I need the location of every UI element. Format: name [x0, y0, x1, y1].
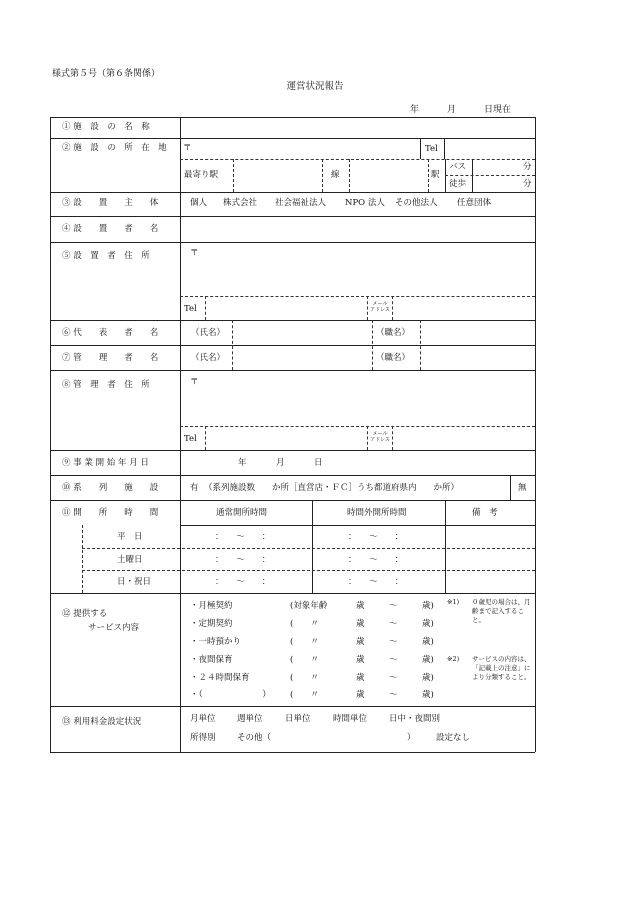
service-age-caption: ( 〃: [290, 619, 319, 629]
note1-mark: ※1): [447, 598, 460, 606]
service-other[interactable]: ・（ ）: [190, 690, 271, 700]
service-temporary[interactable]: ・一時預かり: [190, 637, 242, 647]
representative-name-caption: （氏名）: [191, 328, 226, 338]
walk-minutes-unit: 分: [523, 179, 532, 189]
manager-title-field[interactable]: [421, 346, 534, 369]
postal-mark: 〒: [183, 143, 192, 153]
manager-email-field[interactable]: [393, 427, 534, 449]
representative-title-field[interactable]: [421, 321, 534, 344]
bus-minutes-unit: 分: [523, 162, 532, 172]
founder-name-field[interactable]: [181, 217, 534, 241]
saturday-regular-time[interactable]: ： 〜 ：: [215, 555, 271, 565]
opening-hours-label: ⑪ 開 所 時 間: [62, 508, 159, 518]
service-age-tilde: 〜: [389, 655, 398, 665]
service-age-from-unit: 歳: [356, 619, 365, 629]
entity-option-voluntary[interactable]: 任意団体: [457, 198, 492, 208]
fee-option-daily[interactable]: 日単位: [285, 714, 311, 724]
service-fixed-term[interactable]: ・定期契約: [190, 619, 233, 629]
founder-postal-mark: 〒: [190, 248, 199, 258]
fee-other-close-paren: ）: [407, 733, 416, 743]
fee-setting-label: ⑬ 利用料金設定状況: [62, 717, 142, 727]
service-age-caption: (対象年齢: [290, 601, 328, 611]
note2-text: サービスの内容は、「記載上の注意」により分類すること。: [472, 655, 531, 681]
start-year-unit: 年: [238, 458, 247, 468]
tel-label: Tel: [425, 144, 438, 154]
weekday-regular-time[interactable]: ： 〜 ：: [215, 532, 271, 542]
establishing-entity-label: ③ 設 置 主 体: [62, 198, 159, 208]
service-age-to-unit: 歳): [422, 690, 434, 700]
service-age-tilde: 〜: [389, 637, 398, 647]
manager-address-label: ⑧ 管 理 者 住 所: [62, 380, 150, 390]
facility-tel-field[interactable]: [446, 139, 534, 158]
facility-address-label: ② 施 設 の 所 在 地: [62, 143, 167, 153]
mail-label-line1: メール: [372, 431, 388, 437]
service-age-from-unit: 歳: [356, 673, 365, 683]
service-age-from-unit: 歳: [356, 637, 365, 647]
founder-address-label: ⑤ 設 置 者 住 所: [62, 251, 150, 261]
service-night[interactable]: ・夜間保育: [190, 655, 233, 665]
affiliated-detail: （系列施設数 か所［直営店・ＦＣ］うち都道府県内 か所）: [204, 483, 460, 493]
weekday-label: 平 日: [117, 532, 143, 542]
fee-option-day-night[interactable]: 日中・夜間別: [389, 714, 441, 724]
service-age-to-unit: 歳): [422, 637, 434, 647]
founder-mail-label: [368, 302, 392, 313]
page-title: 運営状況報告: [286, 81, 344, 92]
date-year-label: 年: [410, 105, 420, 115]
representative-name-field[interactable]: [233, 321, 371, 344]
start-date-label: ⑨ 事 業 開 始 年 月 日: [62, 458, 149, 468]
affiliated-facilities-label: ⑩ 系 列 施 設: [62, 483, 159, 493]
service-24h[interactable]: ・２４時間保育: [190, 673, 250, 683]
service-age-from-unit: 歳: [356, 690, 365, 700]
services-label-line2: サービス内容: [88, 623, 140, 633]
service-age-to-unit: 歳): [422, 601, 434, 611]
founder-email-field[interactable]: [393, 297, 534, 319]
remarks-header: 備 考: [472, 508, 498, 518]
entity-option-social-welfare[interactable]: 社会福祉法人: [275, 198, 327, 208]
form-number: 様式第５号（第６条関係）: [52, 69, 161, 79]
fee-option-hourly[interactable]: 時間単位: [333, 714, 368, 724]
service-age-caption: ( 〃: [290, 690, 319, 700]
service-age-to-unit: 歳): [422, 673, 434, 683]
service-age-tilde: 〜: [389, 690, 398, 700]
manager-mail-label: [368, 432, 392, 443]
saturday-extra-time[interactable]: ： 〜 ：: [348, 555, 404, 565]
start-month-unit: 月: [276, 458, 285, 468]
facility-name-label: ① 施 設 の 名 称: [62, 122, 150, 132]
fee-option-income[interactable]: 所得別: [190, 733, 216, 743]
manager-address-field[interactable]: [200, 372, 534, 425]
founder-address-field[interactable]: [200, 243, 534, 295]
service-age-to-unit: 歳): [422, 619, 434, 629]
note2-mark: ※2): [447, 655, 460, 663]
bus-label: バス: [449, 162, 467, 172]
founder-tel-label: Tel: [184, 304, 197, 314]
affiliated-no-option[interactable]: 無: [518, 483, 527, 493]
date-month-label: 月: [447, 105, 457, 115]
manager-tel-label: Tel: [184, 434, 197, 444]
fee-option-other[interactable]: その他（: [237, 733, 272, 743]
facility-name-field[interactable]: [181, 118, 534, 137]
manager-title-caption: （職名）: [376, 353, 411, 363]
service-monthly[interactable]: ・月極契約: [190, 601, 233, 611]
weekday-extra-time[interactable]: ： 〜 ：: [348, 532, 404, 542]
service-age-to-unit: 歳): [422, 655, 434, 665]
services-label: ⑫ 提供する: [62, 609, 108, 619]
service-age-from-unit: 歳: [356, 655, 365, 665]
mail-label-line1: メール: [372, 301, 388, 307]
mail-label-line2: アドレス: [370, 436, 390, 443]
founder-name-label: ④ 設 置 者 名: [62, 224, 159, 234]
start-day-unit: 日: [314, 458, 323, 468]
facility-address-field[interactable]: [192, 139, 418, 158]
entity-option-individual[interactable]: 個人: [190, 198, 208, 208]
saturday-label: 土曜日: [117, 555, 143, 565]
walk-label: 徒歩: [449, 179, 467, 189]
manager-name-label: ⑦ 管 理 者 名: [62, 353, 159, 363]
holiday-regular-time[interactable]: ： 〜 ：: [215, 577, 271, 587]
manager-name-field[interactable]: [233, 346, 371, 369]
representative-name-label: ⑥ 代 表 者 名: [62, 328, 159, 338]
holiday-extra-time[interactable]: ： 〜 ：: [348, 577, 404, 587]
service-age-from-unit: 歳: [356, 601, 365, 611]
service-age-caption: ( 〃: [290, 673, 319, 683]
service-age-caption: ( 〃: [290, 637, 319, 647]
service-age-caption: ( 〃: [290, 655, 319, 665]
entity-option-other-corp[interactable]: その他法人: [395, 198, 438, 208]
mail-label-line2: アドレス: [370, 306, 390, 313]
fee-option-none[interactable]: 設定なし: [436, 733, 471, 743]
note1-text: ０歳児の場合は、月齢まで記入すること。: [472, 598, 531, 624]
station-label: 駅: [431, 170, 440, 180]
entity-option-npo[interactable]: NPO 法人: [345, 198, 385, 208]
affiliated-yes-option[interactable]: 有: [190, 483, 199, 493]
manager-postal-mark: 〒: [190, 377, 199, 387]
fee-option-monthly[interactable]: 月単位: [190, 714, 216, 724]
nearest-station-label: 最寄り駅: [184, 170, 219, 180]
service-age-tilde: 〜: [389, 673, 398, 683]
regular-hours-header: 通常開所時間: [216, 508, 268, 518]
holiday-label: 日・祝日: [117, 577, 152, 587]
founder-tel-field[interactable]: [206, 297, 366, 319]
fee-option-weekly[interactable]: 週単位: [237, 714, 263, 724]
entity-option-corporation[interactable]: 株式会社: [223, 198, 258, 208]
line-label: 線: [331, 170, 340, 180]
line-name-field[interactable]: [234, 160, 321, 191]
manager-name-caption: （氏名）: [191, 353, 226, 363]
station-name-field[interactable]: [350, 160, 427, 191]
service-age-tilde: 〜: [389, 601, 398, 611]
manager-tel-field[interactable]: [206, 427, 366, 449]
service-age-tilde: 〜: [389, 619, 398, 629]
representative-title-caption: （職名）: [376, 328, 411, 338]
extra-hours-header: 時間外開所時間: [347, 508, 407, 518]
date-day-label: 日現在: [484, 105, 512, 115]
